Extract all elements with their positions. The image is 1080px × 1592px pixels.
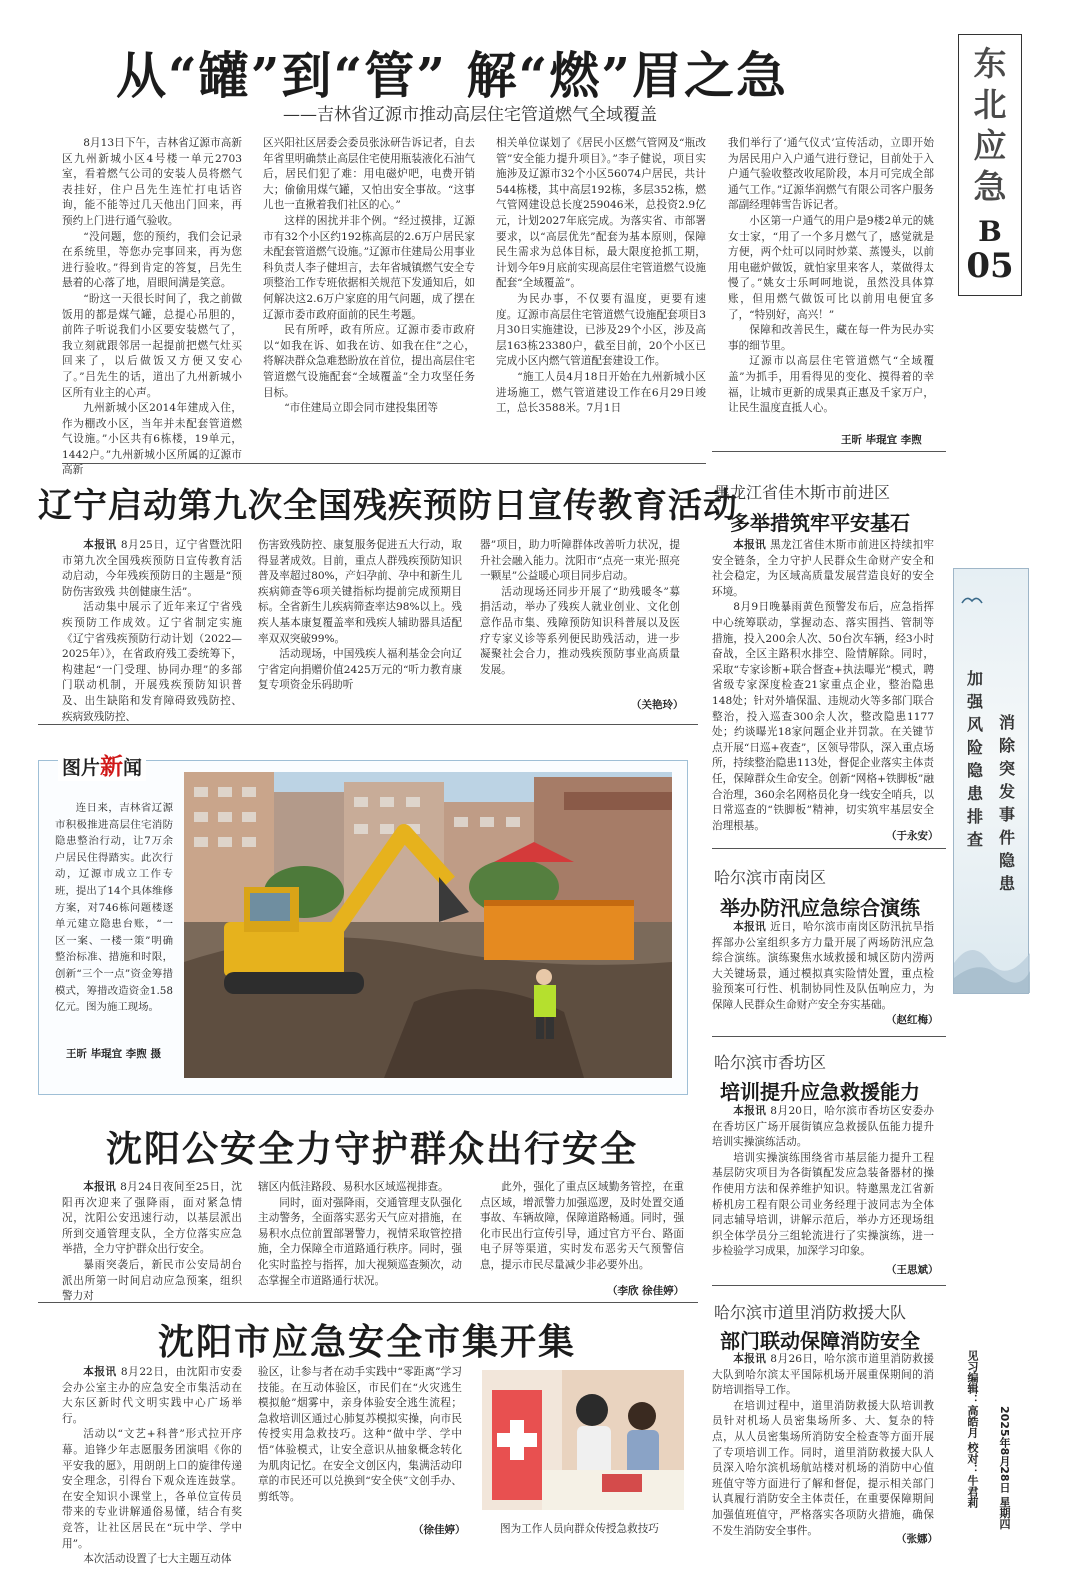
paragraph bbox=[258, 1180, 462, 1196]
side3-region: 哈尔滨市香坊区 bbox=[714, 1053, 827, 1072]
page-number: 05 bbox=[966, 246, 1014, 286]
slogan-char: 强 bbox=[966, 692, 983, 711]
divider bbox=[712, 848, 946, 849]
photo-label-suffix: 闻 bbox=[123, 757, 143, 779]
paragraph bbox=[728, 214, 934, 323]
article2-title: 辽宁启动第九次全国残疾预防日宣传教育活动 bbox=[38, 486, 738, 526]
lead-tag: 本报讯 bbox=[733, 1353, 771, 1365]
paragraph-text: “市住建局立即会同市建投集团等 bbox=[284, 402, 438, 415]
side2-title: 举办防汛应急综合演练 bbox=[720, 896, 920, 920]
side1-title: 多举措筑牢平安基石 bbox=[730, 511, 910, 535]
paragraph-text: 验区，让参与者在动手实践中“零距离”学习技能。在互动体验区，市民们在“火灾逃生模拟舱”烟雾中，亲身体验安全逃生流程；急救培训区通过心肺复苏模拟实操，向市民传授实用急救技巧。这种“做中学、学中悟”体验模式，让安全意识从抽象概念转化为肌肉记忆。在安全文创区内，集满活动印章的市民还可以兑换到“安全侠”文创手办、剪纸等。 bbox=[258, 1366, 462, 1503]
article1-col4 bbox=[728, 136, 934, 426]
paragraph bbox=[712, 1352, 934, 1399]
paragraph bbox=[712, 1104, 934, 1151]
paragraph bbox=[62, 230, 242, 292]
side2-byline: （赵红梅） bbox=[886, 1014, 939, 1026]
side3-byline: （王思斌） bbox=[886, 1264, 939, 1276]
photo-news-credit: 王昕 毕琨宜 李煦 摄 bbox=[66, 1048, 161, 1060]
paragraph bbox=[480, 585, 680, 679]
paragraph bbox=[258, 538, 462, 647]
paragraph-text: 保障和改善民生，藏在每一件为民办实事的细节里。 bbox=[728, 324, 934, 352]
divider bbox=[712, 451, 946, 452]
slogan-char: 隐 bbox=[966, 761, 983, 780]
paragraph bbox=[712, 600, 934, 834]
side3-body bbox=[712, 1104, 934, 1260]
paragraph bbox=[263, 323, 475, 401]
paragraph-text: 同时，面对强降雨，交通管理支队强化主动警务，全面落实恶劣天气应对措施，在易积水点位前置部署警力，视情采取管控措施，全力保障全市道路通行秩序。同时，强化实时监控与指挥，加大视频巡查频次，动态掌握全市道路通行状况。 bbox=[258, 1196, 462, 1287]
paragraph-text: 8月9日晚暴雨黄色预警发布后，应急指挥中心统筹联动，掌握动态、落实围挡、管制等措施，投入200余人次、50台次车辆，经3小时奋战，全区主路积水排空、险情解除。同时，采取“专家诊断+联合督查+执法曝光”模式，聘省级专家深度检查21家重点企业，整治隐患148处；针对外墙保温、违规动火等多部门联合整治，投入巡查300余人次，整改隐患1177处；约谈曝光18家问题企业并罚款。在关键节点开展“日巡+夜查”，区领导带队，深入重点场所，持续整治隐患113处，督促企业落实主体责任，保障群众生命安全。创新“网格+铁脚板”融合治理，360余名网格员化身一线安全哨兵，以日常巡查的“铁脚板”精神，切实筑牢基层安全治理根基。 bbox=[712, 601, 934, 832]
article2-byline: （关艳玲） bbox=[631, 699, 684, 711]
paragraph bbox=[62, 1258, 242, 1305]
paragraph-text: “施工人员4月18日开始在九州新城小区进场施工，燃气管道建设工作在6月29日竣工，总长3588米。7月1日 bbox=[496, 370, 706, 415]
side2-region: 哈尔滨市南岗区 bbox=[714, 868, 827, 887]
slogan-line-1 bbox=[996, 711, 1018, 895]
paragraph bbox=[496, 292, 706, 370]
article3-col1 bbox=[62, 1180, 242, 1303]
article1-byline: 王昕 毕琨宜 李煦 bbox=[841, 434, 922, 446]
paragraph bbox=[728, 136, 934, 214]
side1-region: 黑龙江省佳木斯市前进区 bbox=[714, 483, 891, 502]
slogan-char: 除 bbox=[998, 736, 1015, 755]
photo-news-label bbox=[58, 748, 146, 781]
lead-tag: 本报讯 bbox=[83, 1366, 121, 1378]
paragraph-text: 8月24日夜间至25日，沈阳再次迎来了强降雨，面对紧急情况，沈阳公安迅速行动，以基层派出所到交通管理支队，全方位落实应急举措，全力守护群众出行安全。 bbox=[62, 1181, 242, 1256]
paragraph-text: “盼这一天很长时间了，我之前做饭用的都是煤气罐，总提心吊胆的，前阵子听说我们小区要安装燃气了，我立刻就跟邻居一起提前把燃气灶买回来了，以后做饭又方便又安心了。”吕先生的话，道出了九州新城小区所有业主的心声。 bbox=[62, 292, 242, 399]
paragraph bbox=[712, 538, 934, 600]
slogan-char: 发 bbox=[998, 782, 1015, 801]
paragraph bbox=[62, 538, 242, 600]
paragraph-text: 此外，强化了重点区域勤务管控，在重点区域，增派警力加强巡逻，及时处置交通事故、车辆故障，保障道路畅通。同时，强化市民出行宣传引导，通过官方平台、路面电子屏等渠道，实时发布恶劣天气预警信息，提示市民尽量减少非必要外出。 bbox=[480, 1181, 684, 1271]
paragraph bbox=[62, 1552, 242, 1568]
divider bbox=[38, 724, 698, 725]
paragraph bbox=[480, 1180, 684, 1274]
bird-icon bbox=[962, 595, 982, 605]
lead-tag: 本报讯 bbox=[83, 1181, 121, 1193]
lead-tag: 本报讯 bbox=[733, 1105, 771, 1117]
paragraph-text: 辽源市以高层住宅管道燃气“全域覆盖”为抓手，用看得见的变化、摸得着的幸福，让城市更新的成果真正惠及千家万户，让民生温度直抵人心。 bbox=[728, 355, 934, 415]
paragraph bbox=[496, 136, 706, 292]
article1-col2 bbox=[263, 136, 475, 448]
photo-label-prefix: 图片 bbox=[62, 757, 101, 779]
slogan-char: 患 bbox=[998, 874, 1015, 893]
paragraph bbox=[62, 292, 242, 401]
paragraph bbox=[712, 1151, 934, 1260]
article1-title: 从“罐”到“管” 解“燃”眉之急 bbox=[116, 46, 788, 105]
article2-col3 bbox=[480, 538, 680, 698]
paragraph bbox=[728, 354, 934, 416]
article2-col1 bbox=[62, 538, 242, 723]
side4-byline: （张娜） bbox=[896, 1533, 938, 1545]
section-name-char: 东 bbox=[973, 44, 1007, 83]
paragraph-text: 我们举行了‘通气仪式’宣传活动，立即开始为居民用户入户通气进行登记，目前处于入户通气验收整改收尾阶段，本月可完成全部通气工作。”辽源华润燃气有限公司客户服务部副经理韩雪告诉记者。 bbox=[728, 137, 934, 212]
article1-col3 bbox=[496, 136, 706, 448]
paragraph-text: 黑龙江省佳木斯市前进区持续扣牢安全链条，全力守护人民群众生命财产安全和社会稳定，为区域高质量发展营造良好的安全环境。 bbox=[712, 539, 934, 598]
divider bbox=[38, 1302, 698, 1303]
section-name-char: 应 bbox=[973, 126, 1007, 165]
paragraph bbox=[712, 1399, 934, 1539]
section-tag bbox=[958, 34, 1022, 296]
paragraph bbox=[258, 1196, 462, 1290]
article1-col1 bbox=[62, 136, 242, 477]
paragraph bbox=[258, 1365, 462, 1505]
slogan-char: 查 bbox=[966, 830, 983, 849]
slogan-char: 突 bbox=[998, 759, 1015, 778]
paragraph-text: 培训实操演练围绕省市基层能力提升工程基层防灾项目为各街镇配发应急装备器材的操作使用方法和保养维护知识。特邀黑龙江省新桥机房工程有限公司业务经理于波同志为全体同志辅导培训，讲解示范后，举办方还现场组织全体学员分三组轮流进行了实操演练，进一步检验学习成果，加深学习印象。 bbox=[712, 1151, 934, 1258]
slogan-char: 险 bbox=[966, 738, 983, 757]
paragraph bbox=[258, 647, 462, 694]
paragraph-text: 民有所呼，政有所应。辽源市委市政府以“如我在诉、如我在访、如我在住”之心，将解决群众急难愁盼放在首位，提出高层住宅管道燃气设施配套“全域覆盖”全力攻坚任务目标。 bbox=[263, 324, 475, 399]
paragraph bbox=[712, 920, 934, 1014]
paragraph-text: 在培训过程中，道里消防救援大队培训教员针对机场人员密集场所多、大、复杂的特点，从人员密集场所消防安全检查等方面开展了专项培训工作。同时，道里消防救援大队人员深入哈尔滨机场航站楼对机场的消防中心值班值守等方面进行了解和督促，提示相关部门认真履行消防安全主体责任，在重要保障期间加强值班值守，严格落实各项防火措施，确保不发生消防安全事件。 bbox=[712, 1399, 934, 1537]
divider bbox=[62, 463, 706, 464]
article4-photo-caption: 图为工作人员向群众传授急救技巧 bbox=[500, 1523, 659, 1535]
article4-col1 bbox=[62, 1365, 242, 1566]
slogan-char: 件 bbox=[998, 828, 1015, 847]
slogan-char: 事 bbox=[998, 805, 1015, 824]
paragraph-text: 8月22日，由沈阳市安委会办公室主办的应急安全市集活动在大东区新时代文明实践中心广场举行。 bbox=[62, 1366, 242, 1425]
side1-byline: （于永安） bbox=[886, 830, 939, 842]
side1-body bbox=[712, 538, 934, 832]
paragraph-text: 这样的困扰并非个例。“经过摸排，辽源市有32个小区约192栋高层的2.6万户居民家未配套管道燃气设施。”辽源市住建局公用事业科负责人李子健坦言，去年省城镇燃气安全专项整治工作专班依据相关规范下发通知后，如何解决这2.6万户家庭的用气问题，成了摆在辽源市委市政府面前的民生考题。 bbox=[263, 214, 475, 321]
article4-col2 bbox=[258, 1365, 462, 1513]
paragraph-text: 8月20日，哈尔滨市香坊区安委办在香坊区广场开展街镇应急救援队伍能力提升培训实操演练活动。 bbox=[712, 1105, 934, 1149]
paragraph-text: 活动集中展示了近年来辽宁省残疾预防工作成效。辽宁省制定实施《辽宁省残疾预防行动计划（2022—2025年）》，在省政府残工委统筹下，构建起“一门受理、协同办理”的多部门联动机制，开展残疾预防知识普及、出生缺陷和发育障碍致残防控、疾病致残防控、 bbox=[62, 601, 242, 723]
article3-col3 bbox=[480, 1180, 684, 1284]
paragraph-text: 器”项目，助力听障群体改善听力状况，提升社会融入能力。沈阳市“点亮一束光·照亮一颗星”公益暖心项目同步启动。 bbox=[480, 539, 680, 583]
section-name bbox=[959, 35, 1021, 207]
slogan-banner bbox=[953, 568, 1029, 994]
divider bbox=[712, 1285, 946, 1286]
paragraph bbox=[263, 136, 475, 214]
paragraph-text: 区兴阳社区居委会委员张泳研告诉记者，自去年省里明确禁止高层住宅使用瓶装液化石油气后，居民们犯了难：用电磁炉吧，电费开销大；偷偷用煤气罐，又怕出安全事故。“这事儿也一直揪着我们社区的心。” bbox=[263, 137, 475, 212]
paragraph-text: 8月25日，辽宁省暨沈阳市第九次全国残疾预防日宣传教育活动启动，今年残疾预防日的主题是“预防伤害致残 共创健康生活”。 bbox=[62, 539, 242, 598]
paragraph-text: 活动现场，中国残疾人福利基金会向辽宁省定向捐赠价值2425万元的“听力教育康复专项资金乐码助听 bbox=[258, 648, 462, 692]
slogan-char: 加 bbox=[966, 669, 983, 688]
slogan-char: 排 bbox=[966, 807, 983, 826]
side3-title: 培训提升应急救援能力 bbox=[720, 1080, 920, 1104]
divider bbox=[712, 1036, 946, 1037]
lead-tag: 本报讯 bbox=[83, 539, 121, 551]
photo-news-caption: 连日来，吉林省辽源市积极推进高层住宅消防隐患整治行动，让7万余户居民住得踏实。此次行动，辽源市成立工作专班，提出了14个具体维修方案，对746栋问题楼逐单元建立隐患台账，“一区一案、一楼一策”明确整治标准、措施和时限，创新“三个一点”资金筹措模式，筹措改造资金1.58亿元。图为施工现场。 bbox=[55, 802, 173, 1014]
lead-tag: 本报讯 bbox=[733, 921, 771, 933]
paragraph-text: 近日，哈尔滨市南岗区防汛抗旱指挥部办公室组织多方力量开展了两场防汛应急综合演练。演练聚焦水域救援和城区防内涝两大关键场景，通过模拟真实险情处置，重点检验预案可行性、机制协同性及队伍响应力，为保障人民群众生命财产安全夯实基础。 bbox=[712, 921, 934, 1011]
side4-region: 哈尔滨市道里消防救援大队 bbox=[714, 1303, 907, 1322]
paragraph-text: 本次活动设置了七大主题互动体 bbox=[83, 1553, 232, 1566]
side2-body bbox=[712, 920, 934, 1012]
paragraph bbox=[263, 401, 475, 417]
paragraph bbox=[496, 370, 706, 417]
paragraph bbox=[62, 1180, 242, 1258]
paragraph-text: 相关单位谋划了《居民小区燃气管网及“瓶改管”安全能力提升项目》。”李子健说，项目实施涉及辽源市32个小区56074户居民，共计544栋楼，其中高层192栋，多层352栋，燃气管网建设总长度259046米，总投资2.9亿元，计划2027年底完成。为落实省、市部署要求，以“高层优先”配套为基本原则，保障民生需求为总体目标，最大限度抢抓工期，计划今年9月底前实现高层住宅管道燃气设施配套“全域覆盖”。 bbox=[496, 137, 706, 290]
page-letter: B bbox=[978, 215, 1002, 248]
mountain-decoration bbox=[954, 923, 1030, 993]
paragraph-text: 为民办事，不仅要有温度，更要有速度。辽源市高层住宅管道燃气设施配套项目3月30日实施建设，已涉及29个小区，涉及高层163栋23380户，截至目前，20个小区已完成小区内燃气管道配套建设工作。 bbox=[496, 292, 706, 368]
paragraph-text: 活动以“文艺+科普”形式拉开序幕。追锋少年志愿服务团演唱《你的平安我的愿》，用朗朗上口的旋律传递安全理念，引得台下观众连连鼓掌。在安全知识小课堂上，各单位宣传员带来的专业讲解通俗易懂，结合有奖竞答，让社区居民在“玩中学、学中用”。 bbox=[62, 1428, 242, 1550]
paragraph bbox=[480, 538, 680, 585]
side4-title: 部门联动保障消防安全 bbox=[720, 1329, 920, 1353]
paragraph-text: 8月13日下午，吉林省辽源市高新区九州新城小区4号楼一单元2703室，看着燃气公司的安装人员将燃气表挂好，住户吕先生连忙打电话咨询，能不能等过几天他出门回来，再预约上门进行通气验收。 bbox=[62, 137, 242, 227]
paragraph-text: 小区第一户通气的用户是9楼2单元的姚女士家，“用了一个多月燃气了，感觉就是方便，两个灶可以同时炒菜、蒸馒头，以前用电磁炉做饭，就怕家里来客人，菜做得太慢了。”姚女士乐呵呵地说，虽然没具体算账，但用燃气做饭可比以前用电便宜多了，“特别好，高兴！” bbox=[728, 214, 934, 321]
paragraph-text: 九州新城小区2014年建成入住，作为棚改小区，当年并未配套管道燃气设施。”小区共有6栋楼，19单元，1442户。”九州新城小区所属的辽源市高新 bbox=[62, 402, 242, 477]
article3-title: 沈阳公安全力守护群众出行安全 bbox=[106, 1128, 639, 1170]
page-date: 2025年8月28日 星期四 bbox=[998, 1406, 1011, 1530]
paragraph bbox=[263, 214, 475, 323]
article1-subtitle: ——吉林省辽源市推动高层住宅管道燃气全域覆盖 bbox=[283, 105, 657, 125]
article2-col2 bbox=[258, 538, 462, 718]
lead-tag: 本报讯 bbox=[733, 539, 771, 551]
paragraph bbox=[62, 136, 242, 230]
article4-byline: （徐佳婷） bbox=[413, 1524, 466, 1536]
paragraph bbox=[62, 1427, 242, 1552]
paragraph bbox=[62, 1365, 242, 1427]
slogan-char: 隐 bbox=[998, 851, 1015, 870]
paragraph-text: “没问题，您的预约，我们会记录在系统里，等您办完事回来，再为您进行验收。”得到肯定的答复，吕先生悬着的心落了地，眉眼间满是笑意。 bbox=[62, 230, 242, 290]
side4-body bbox=[712, 1352, 934, 1537]
article4-title: 沈阳市应急安全市集开集 bbox=[158, 1321, 577, 1363]
paragraph bbox=[728, 323, 934, 354]
paragraph-text: 伤害致残防控、康复服务促进五大行动，取得显著成效。目前，重点人群残疾预防知识普及率超过80%，产妇孕前、孕中和新生儿疾病筛查等6项关键指标均提前完成预期目标。全省新生儿疾病筛查率达98%以上。残疾人基本康复覆盖率和残疾人辅助器具适配率双双突破99%。 bbox=[258, 539, 462, 645]
paragraph-text: 辖区内低洼路段、易积水区域巡视排查。 bbox=[258, 1181, 449, 1193]
section-name-char: 急 bbox=[973, 167, 1007, 206]
page-editors: 见习编辑：高皓月 校对：牛君莉 bbox=[966, 1350, 979, 1508]
paragraph-text: 暴雨突袭后，新民市公安局胡台派出所第一时间启动应急预案，组织警力对 bbox=[62, 1258, 242, 1303]
paragraph-text: 8月26日，哈尔滨市道里消防救援大队到哈尔滨太平国际机场开展重保期间的消防培训指导工作。 bbox=[712, 1353, 934, 1397]
construction-photo bbox=[184, 772, 672, 1078]
slogan-char: 风 bbox=[966, 715, 983, 734]
slogan-line-2 bbox=[964, 667, 986, 851]
paragraph bbox=[62, 600, 242, 725]
article3-col2 bbox=[258, 1180, 462, 1296]
article3-byline: （李欣 徐佳婷） bbox=[607, 1285, 685, 1297]
paragraph-text: 活动现场还同步开展了“助残暖冬”募捐活动，举办了残疾人就业创业、文化创意作品市集、残障预防知识科普展以及医疗专家义诊等系列便民助残活动，进一步凝聚社会合力，推动残疾预防事业高质量发展。 bbox=[480, 585, 680, 676]
first-aid-photo bbox=[482, 1370, 684, 1510]
slogan-char: 消 bbox=[998, 713, 1015, 732]
photo-label-red: 新 bbox=[100, 754, 124, 780]
section-name-char: 北 bbox=[973, 85, 1007, 124]
paragraph bbox=[62, 401, 242, 479]
slogan-char: 患 bbox=[966, 784, 983, 803]
